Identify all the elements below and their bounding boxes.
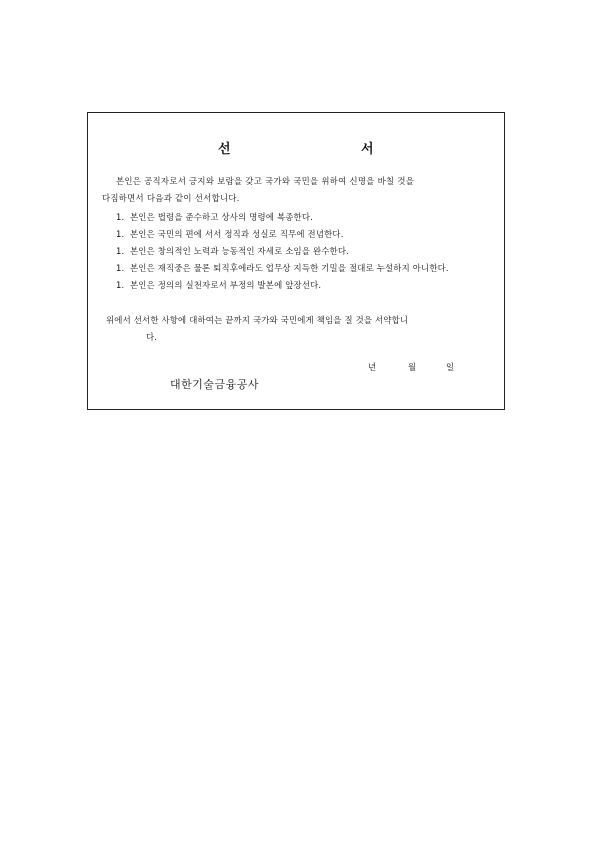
oath-item	[116, 260, 496, 277]
oath-item	[116, 243, 496, 260]
oath-document	[87, 112, 505, 410]
oath-item-text: 본인은 재직중은 물론 퇴직후에라도 업무상 지득한 기밀을 절대로 누설하지 아니한다.	[130, 263, 449, 273]
closing-paragraph	[106, 312, 498, 346]
oath-item	[116, 226, 496, 243]
intro-line-1: 본인은 공직자로서 긍지와 보람을 갖고 국가와 국민을 위하여 신명을 바칠 것을	[116, 176, 415, 186]
document-title	[88, 138, 504, 156]
oath-item-text: 본인은 정의의 실천자로서 부정의 발본에 앞장선다.	[130, 280, 322, 290]
oath-item-number: 1.	[116, 280, 125, 290]
oath-item	[116, 277, 496, 294]
closing-line-2: 다.	[146, 332, 158, 342]
title-char-left: 선	[218, 142, 231, 157]
title-char-right: 서	[361, 142, 374, 157]
intro-paragraph	[102, 173, 492, 207]
oath-item-number: 1.	[116, 212, 125, 222]
date-month-label: 월	[408, 362, 417, 372]
organization-name: 대한기술금융공사	[170, 378, 260, 391]
oath-item-text: 본인은 창의적인 노력과 능동적인 자세로 소임을 완수한다.	[130, 246, 349, 256]
oath-item	[116, 209, 496, 226]
intro-line-2: 다짐하면서 다음과 같이 선서합니다.	[102, 193, 240, 203]
oath-item-number: 1.	[116, 229, 125, 239]
closing-line-1: 위에서 선서한 사항에 대하여는 끝까지 국가와 국민에게 책임을 질 것을 서약합니	[106, 315, 409, 325]
date-day-label: 일	[446, 362, 455, 372]
oath-item-text: 본인은 법령을 준수하고 상사의 명령에 복종한다.	[130, 212, 313, 222]
date-year-label: 년	[368, 362, 377, 372]
oath-item-text: 본인은 국민의 편에 서서 정직과 성실로 직무에 전념한다.	[130, 229, 344, 239]
oath-item-list	[116, 209, 496, 294]
oath-item-number: 1.	[116, 263, 125, 273]
oath-item-number: 1.	[116, 246, 125, 256]
